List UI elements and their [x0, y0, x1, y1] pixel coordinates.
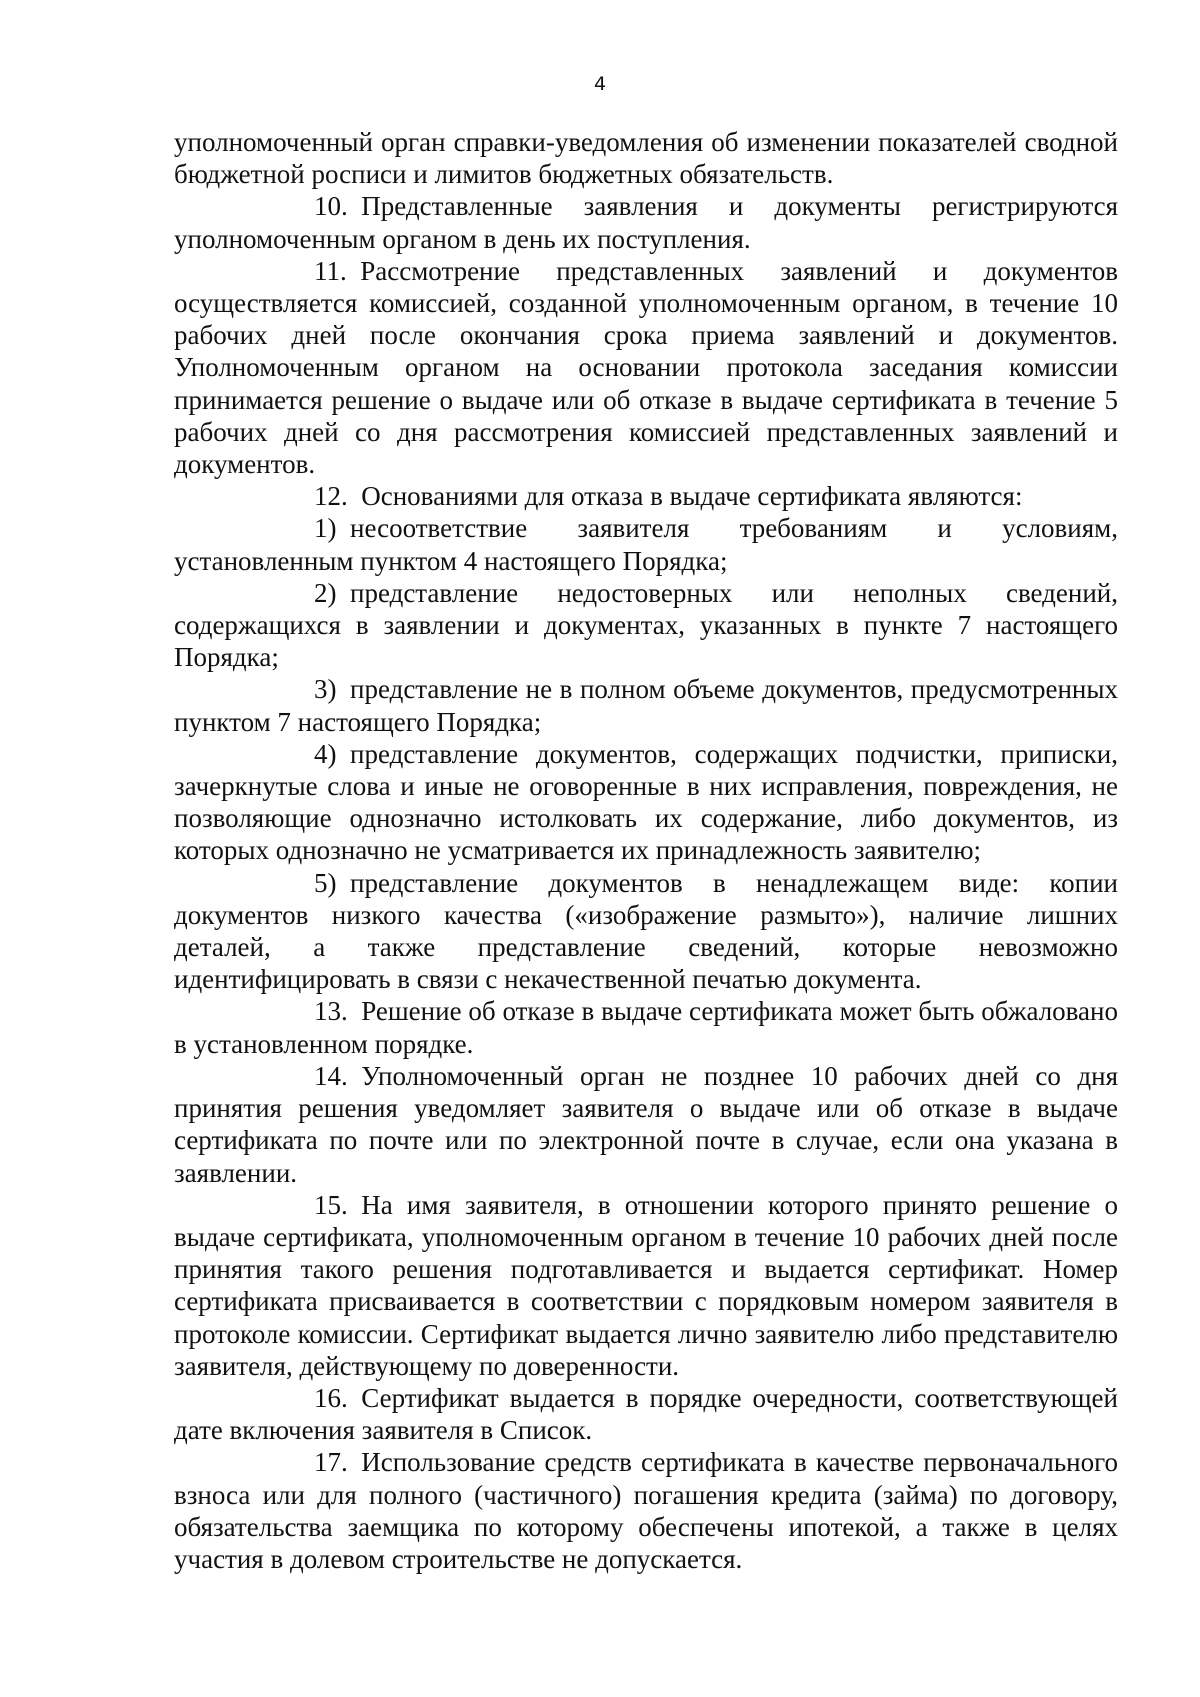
- paragraph-item: [174, 867, 1118, 996]
- paragraph-number: 4): [314, 738, 337, 769]
- paragraph-item: [174, 480, 1118, 512]
- document-body: [174, 126, 1118, 1575]
- paragraph-text: представление документов, содержащих подчистки, приписки, зачеркнутые слова и иные не оговоренные в них исправления, повреждения, не позволяющие однозначно истолковать их содержание, либо документов, из которых однозначно не усматривается их принадлежность заявителю;: [174, 738, 1118, 866]
- paragraph-text: Сертификат выдается в порядке очередности, соответствующей дате включения заявителя в Список.: [174, 1382, 1118, 1446]
- paragraph-number: 16.: [314, 1382, 348, 1413]
- paragraph-number: 11.: [314, 255, 347, 286]
- paragraph-number: 10.: [314, 191, 348, 222]
- paragraph-continuation: [174, 126, 1118, 190]
- paragraph-item: [174, 190, 1118, 254]
- paragraph-item: [174, 255, 1118, 480]
- paragraph-number: 1): [314, 513, 337, 544]
- paragraph-number: 3): [314, 674, 337, 705]
- paragraph-number: 13.: [314, 996, 348, 1027]
- paragraph-text: Представленные заявления и документы регистрируются уполномоченным органом в день их поступления.: [174, 191, 1118, 254]
- paragraph-text: Рассмотрение представленных заявлений и документов осуществляется комиссией, созданной уполномоченным органом, в течение 10 рабочих дней после окончания срока приема заявлений и документов. Уполномоченным органом на основании протокола заседания комиссии принимается решение о выдаче или об отказе в выдаче сертификата в течение 5 рабочих дней со дня рассмотрения комиссией представленных заявлений и документов.: [174, 255, 1118, 480]
- paragraph-item: [174, 1382, 1118, 1446]
- paragraph-item: [174, 995, 1118, 1059]
- paragraph-text: Решение об отказе в выдаче сертификата может быть обжаловано в установленном порядке.: [174, 996, 1118, 1059]
- paragraph-text: Уполномоченный орган не позднее 10 рабочих дней со дня принятия решения уведомляет заявителя о выдаче или об отказе в выдаче сертификата по почте или по электронной почте в случае, если она указана в заявлении.: [174, 1060, 1118, 1188]
- paragraph-number: 12.: [314, 481, 348, 512]
- paragraph-item: [174, 577, 1118, 674]
- paragraph-text: Использование средств сертификата в качестве первоначального взноса или для полного (частичного) погашения кредита (займа) по договору, обязательства заемщика по которому обеспечены ипотекой, а также в целях участия в долевом строительстве не допускается.: [174, 1447, 1118, 1574]
- paragraph-number: 2): [314, 577, 337, 608]
- paragraph-number: 14.: [314, 1060, 348, 1091]
- paragraph-item: [174, 1446, 1118, 1575]
- paragraph-text: представление не в полном объеме документов, предусмотренных пунктом 7 настоящего Порядка;: [174, 674, 1118, 737]
- paragraph-number: 15.: [314, 1189, 348, 1220]
- paragraph-item: [174, 1189, 1118, 1382]
- paragraph-item: [174, 1060, 1118, 1189]
- paragraph-text: представление документов в ненадлежащем виде: копии документов низкого качества («изображение размыто»), наличие лишних деталей, а также представление сведений, которые невозможно идентифицировать в связи с некачественной печатью документа.: [174, 867, 1118, 995]
- paragraph-text: представление недостоверных или неполных сведений, содержащихся в заявлении и документах, указанных в пункте 7 настоящего Порядка;: [174, 577, 1118, 673]
- paragraph-item: [174, 738, 1118, 867]
- paragraph-item: [174, 673, 1118, 737]
- paragraph-text: несоответствие заявителя требованиям и условиям, установленным пунктом 4 настоящего Порядка;: [174, 513, 1118, 576]
- paragraph-number: 5): [314, 867, 337, 898]
- paragraph-item: [174, 512, 1118, 576]
- paragraph-text: Основаниями для отказа в выдаче сертификата являются:: [361, 481, 1023, 512]
- paragraph-text: На имя заявителя, в отношении которого принято решение о выдаче сертификата, уполномоченным органом в течение 10 рабочих дней после принятия такого решения подготавливается и выдается сертификат. Номер сертификата присваивается в соответствии с порядковым номером заявителя в протоколе комиссии. Сертификат выдается лично заявителю либо представителю заявителя, действующему по доверенности.: [174, 1189, 1118, 1381]
- paragraph-number: 17.: [314, 1447, 348, 1478]
- paragraph-text: уполномоченный орган справки-уведомления об изменении показателей сводной бюджетной росписи и лимитов бюджетных обязательств.: [174, 127, 1118, 190]
- page-number: 4: [593, 73, 607, 95]
